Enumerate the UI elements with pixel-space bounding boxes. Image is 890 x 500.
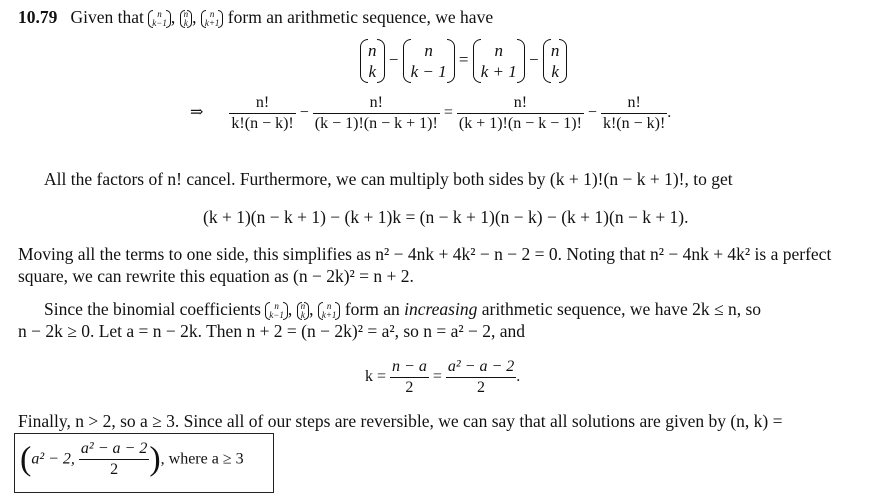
answer-fraction: $\frac{\text{a² − a − 2}}{2}$	[80, 440, 148, 478]
equation-factorials: ⇒ $\frac{n!}{k!(n - k)!}$ − $\frac{n!}{(k - 1)!(n - k + 1)!}$ = $\frac{n!}{(k + 1)!(n - k - 1)!}$ − $\frac{n!}{k!(n - k)!}$ .	[190, 94, 672, 132]
paragraph-simplify-line1: Moving all the terms to one side, this simplifies as n² − 4nk + 4k² − n − 2 = 0. Noting that n² − 4nk + 4k² is a perfect	[18, 244, 832, 264]
answer-expression: (a² − 2, $\frac{\text{a² − a − 2}}{2}$ ), where a ≥ 3	[20, 440, 244, 478]
fraction-1: $\frac{n!}{k!(n - k)!}$	[231, 94, 294, 132]
paragraph-simplify-line2: square, we can rewrite this equation as (n − 2k)² = n + 2.	[18, 266, 414, 286]
emphasis-increasing: increasing	[404, 299, 478, 319]
problem-header: 10.79 Given that n k−1 , n k , n k+1 form an arithmetic sequence, we have	[18, 7, 494, 28]
binom-k: n k	[180, 10, 193, 28]
fraction-2: $\frac{n!}{(k - 1)!(n - k + 1)!}$	[314, 94, 438, 132]
intro-text: Given that	[70, 7, 144, 27]
paragraph-conclusion: Finally, n > 2, so a ≥ 3. Since all of our steps are reversible, we can say that all solutions are given by (n, k) =	[18, 411, 783, 431]
equation-binomial-difference: n k − n k − 1 = n k + 1 − n k	[360, 40, 567, 82]
fraction-3: $\frac{n!}{(k + 1)!(n - k - 1)!}$	[458, 94, 582, 132]
binom-k-minus-1: n k−1	[148, 10, 171, 28]
fraction-k-1: $\frac{n - a}{2}$	[392, 358, 427, 396]
fraction-k-2: $\frac{\text{a² − a − 2}}{2}$	[447, 358, 515, 396]
binom-k-plus-1: n k+1	[201, 10, 224, 28]
paragraph-cancel: All the factors of n! cancel. Furthermore, we can multiply both sides by (k + 1)!(n − k + 1)!, to get	[44, 169, 733, 189]
implies-symbol: ⇒	[190, 104, 204, 122]
paragraph-increasing-line2: n − 2k ≥ 0. Let a = n − 2k. Then n + 2 = (n − 2k)² = a², so n = a² − 2, and	[18, 321, 526, 341]
paragraph-increasing-line1: Since the binomial coefficients n k−1 , n k , n k+1 form an increasing arithmetic sequence, we have 2k ≤ n, so	[44, 299, 762, 320]
fraction-4: $\frac{n!}{k!(n - k)!}$	[602, 94, 666, 132]
problem-number: 10.79	[18, 7, 58, 27]
equation-expanded: (k + 1)(n − k + 1) − (k + 1)k = (n − k + 1)(n − k) − (k + 1)(n − k + 1).	[203, 207, 689, 227]
equation-k: k = $\frac{n - a}{2}$ = $\frac{\text{a² − a − 2}}{2}$ .	[365, 358, 521, 396]
intro-tail: form an arithmetic sequence, we have	[227, 7, 494, 27]
